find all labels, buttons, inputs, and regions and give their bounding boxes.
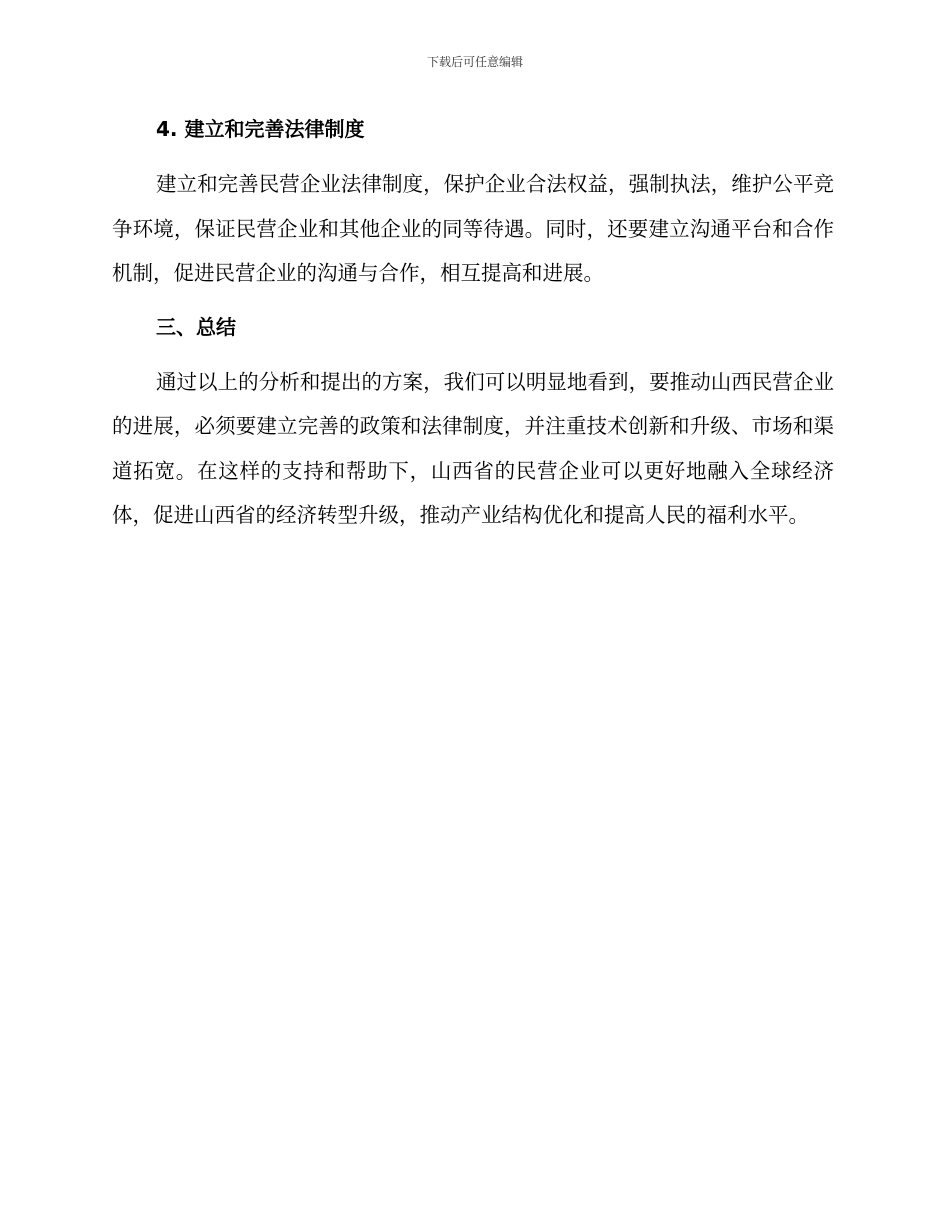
document-body xyxy=(112,112,834,552)
section-heading-legal-system: 4. 建立和完善法律制度 xyxy=(156,117,365,141)
section-paragraph-summary: 通过以上的分析和提出的方案，我们可以明显地看到，要推动山西民营企业的进展，必须要建立完善的政策和法律制度，并注重技术创新和升级、市场和渠道拓宽。在这样的支持和帮助下，山西省的民营企业可以更好地融入全球经济体，促进山西省的经济转型升级，推动产业结构优化和提高人民的福利水平。 xyxy=(112,369,834,527)
page-header: 下载后可任意编辑 xyxy=(426,55,523,69)
section-heading-summary: 三、总结 xyxy=(156,314,236,339)
section-paragraph-legal-system: 建立和完善民营企业法律制度，保护企业合法权益，强制执法，维护公平竞争环境，保证民营企业和其他企业的同等待遇。同时，还要建立沟通平台和合作机制，促进民营企业的沟通与合作，相互提高和进展。 xyxy=(112,172,834,285)
